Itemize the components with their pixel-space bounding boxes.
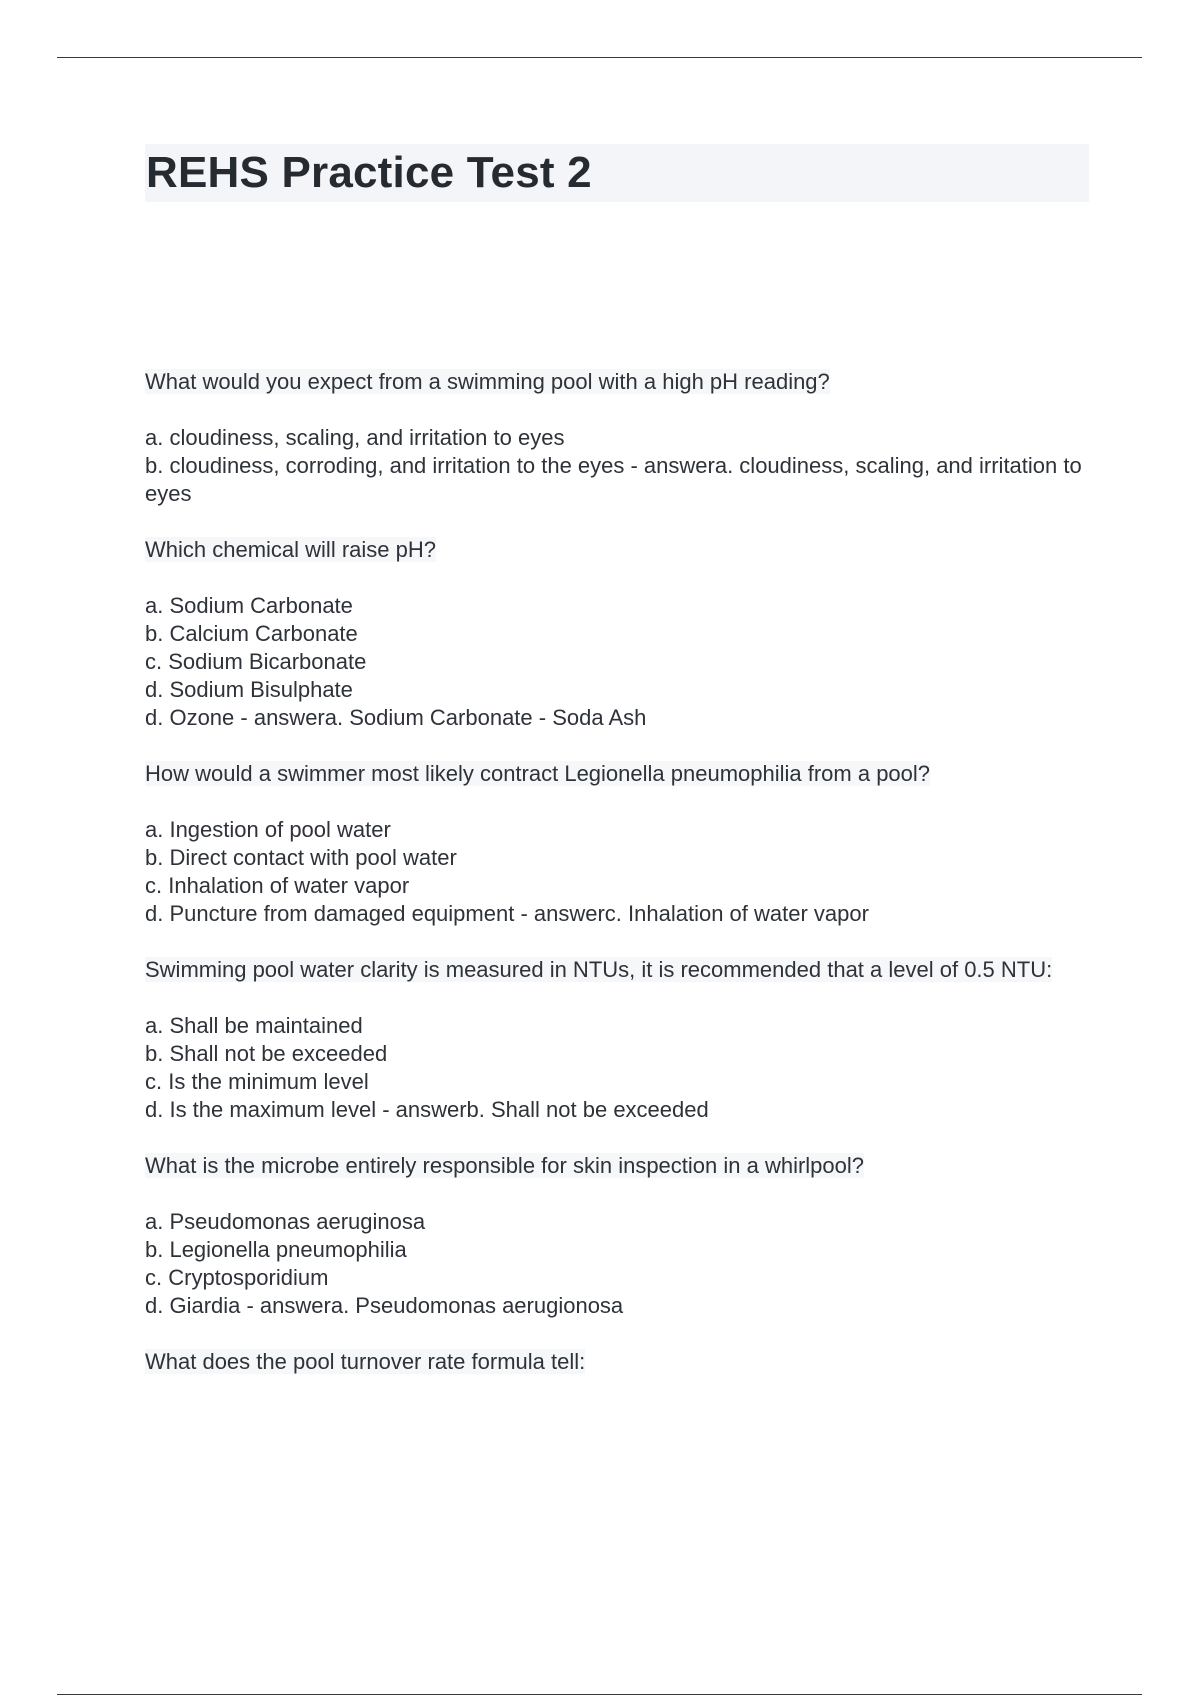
option: c. Sodium Bicarbonate bbox=[145, 649, 367, 674]
bottom-rule bbox=[57, 1694, 1142, 1695]
question-label: What does the pool turnover rate formula tell: bbox=[145, 1349, 586, 1374]
question-text bbox=[145, 1152, 1090, 1180]
option-list bbox=[145, 592, 1090, 732]
option: a. Shall be maintained bbox=[145, 1013, 363, 1038]
question-text bbox=[145, 956, 1090, 984]
option: b. cloudiness, corroding, and irritation to the eyes - answera. cloudiness, scaling, and irritation to eyes bbox=[145, 453, 1082, 506]
option-list bbox=[145, 816, 1090, 928]
option: d. Sodium Bisulphate bbox=[145, 677, 353, 702]
option-list bbox=[145, 1012, 1090, 1124]
top-rule bbox=[57, 57, 1142, 58]
question-block bbox=[145, 760, 1090, 928]
question-text bbox=[145, 536, 1090, 564]
question-label: Swimming pool water clarity is measured in NTUs, it is recommended that a level of 0.5 NTU: bbox=[145, 957, 1053, 982]
option: c. Inhalation of water vapor bbox=[145, 873, 410, 898]
option: b. Calcium Carbonate bbox=[145, 621, 358, 646]
question-block bbox=[145, 368, 1090, 508]
question-label: Which chemical will raise pH? bbox=[145, 537, 436, 562]
option: a. Ingestion of pool water bbox=[145, 817, 391, 842]
question-label: What is the microbe entirely responsible for skin inspection in a whirlpool? bbox=[145, 1153, 865, 1178]
question-block bbox=[145, 536, 1090, 732]
question-block bbox=[145, 1348, 1090, 1376]
option: d. Giardia - answera. Pseudomonas aerugionosa bbox=[145, 1293, 624, 1318]
option: a. Sodium Carbonate bbox=[145, 593, 353, 618]
question-block bbox=[145, 956, 1090, 1124]
question-label: How would a swimmer most likely contract Legionella pneumophilia from a pool? bbox=[145, 761, 931, 786]
option: a. cloudiness, scaling, and irritation to eyes bbox=[145, 425, 565, 450]
question-text bbox=[145, 368, 1090, 396]
page-title: REHS Practice Test 2 bbox=[146, 148, 592, 197]
option: c. Is the minimum level bbox=[145, 1069, 369, 1094]
option-list bbox=[145, 424, 1090, 508]
option: d. Puncture from damaged equipment - answerc. Inhalation of water vapor bbox=[145, 901, 869, 926]
option-list bbox=[145, 1208, 1090, 1320]
option: c. Cryptosporidium bbox=[145, 1265, 329, 1290]
question-text bbox=[145, 1348, 1090, 1376]
option: d. Is the maximum level - answerb. Shall not be exceeded bbox=[145, 1097, 709, 1122]
question-block bbox=[145, 1152, 1090, 1320]
question-text bbox=[145, 760, 1090, 788]
option: a. Pseudomonas aeruginosa bbox=[145, 1209, 426, 1234]
option: d. Ozone - answera. Sodium Carbonate - Soda Ash bbox=[145, 705, 647, 730]
question-label: What would you expect from a swimming pool with a high pH reading? bbox=[145, 369, 830, 394]
option: b. Shall not be exceeded bbox=[145, 1041, 388, 1066]
question-list bbox=[145, 368, 1090, 1376]
option: b. Direct contact with pool water bbox=[145, 845, 457, 870]
option: b. Legionella pneumophilia bbox=[145, 1237, 407, 1262]
